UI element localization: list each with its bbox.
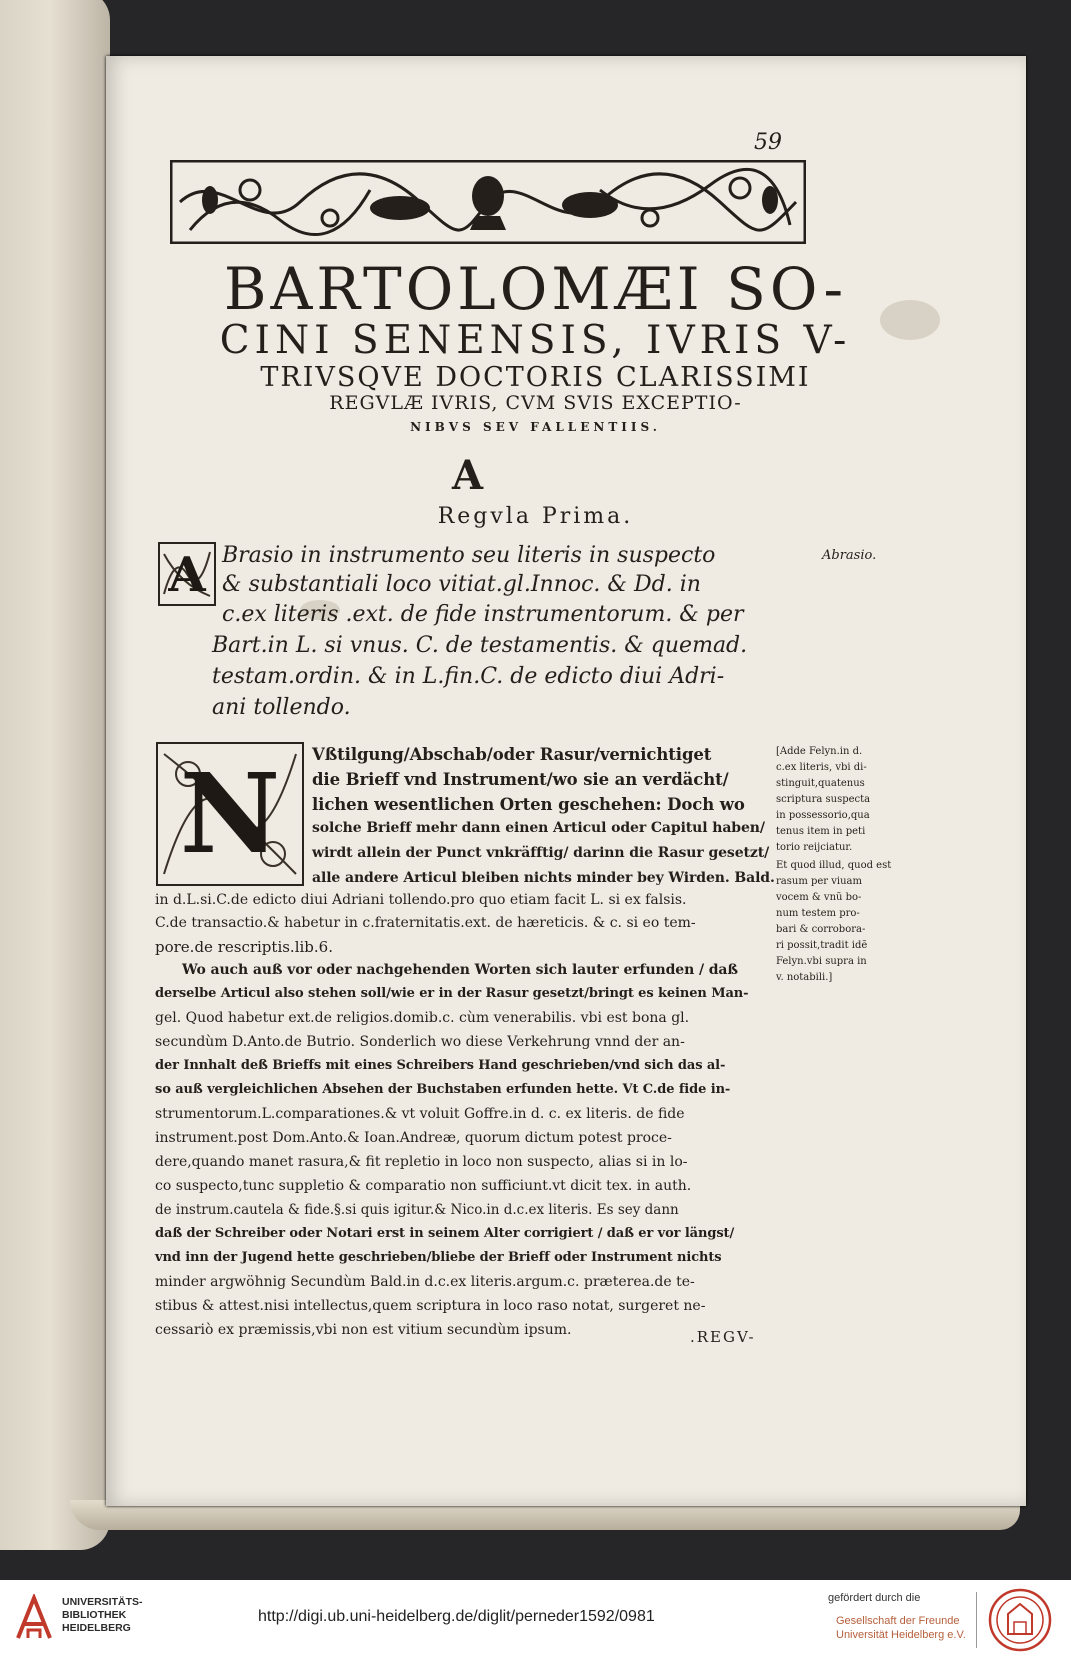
latin-rule-line: Brasio in instrumento seu literis in suspecto xyxy=(222,543,716,568)
funded-by-label: gefördert durch die xyxy=(828,1592,921,1604)
marginal-note-line: c.ex literis, vbi di- xyxy=(776,762,867,773)
marginal-note-line: stinguit,quatenus xyxy=(776,778,865,789)
library-name-line: UNIVERSITÄTS- xyxy=(62,1596,143,1608)
marginal-note-line: ri possit,tradit idẽ xyxy=(776,940,868,951)
decorated-initial-a xyxy=(158,542,216,606)
body-text-line: dere,quando manet rasura,& fit repletio in loco non suspecto, alias si in lo- xyxy=(155,1154,688,1170)
german-text-line: Vßtilgung/Abschab/oder Rasur/vernichtiget xyxy=(312,745,712,764)
german-text-line: lichen wesentlichen Orten geschehen: Doch wo xyxy=(312,795,745,814)
german-text-line: solche Brieff mehr dann einen Articul oder Capitul haben/ xyxy=(312,820,765,836)
title-line-3: TRIVSQVE DOCTORIS CLARISSIMI xyxy=(260,362,811,393)
body-text-line: so auß vergleichlichen Absehen der Buchstaben erfunden hette. Vt C.de fide in- xyxy=(155,1082,731,1097)
body-text-line: Wo auch auß vor oder nachgehenden Worten sich lauter erfunden / daß xyxy=(182,962,738,978)
latin-text-line: C.de transactio.& habetur in c.fraternitatis.ext. de hæreticis. & c. si eo tem- xyxy=(155,915,696,931)
marginal-note-line: tenus item in peti xyxy=(776,826,866,837)
body-text-line: co suspecto,tunc suppletio & comparatio non sufficiunt.vt dicit tex. in auth. xyxy=(155,1178,692,1194)
marginal-note-line: torio reijciatur. xyxy=(776,842,853,853)
society-name xyxy=(836,1614,966,1642)
latin-rule-line: & substantiali loco vitiat.gl.Innoc. & Dd. in xyxy=(222,572,701,597)
body-text-line: secundùm D.Anto.de Butrio. Sonderlich wo diese Verkehrung vnnd der an- xyxy=(155,1034,685,1050)
regula-heading: Regvla Prima. xyxy=(437,504,634,529)
latin-rule-line: Bart.in L. si vnus. C. de testamentis. & quemad. xyxy=(212,633,748,658)
german-text-line: die Brieff vnd Instrument/wo sie an verdächt/ xyxy=(312,770,729,789)
marginal-note-line: [Adde Felyn.in d. xyxy=(776,746,863,757)
title-line-4: REGVLÆ IVRIS, CVM SVIS EXCEPTIO- xyxy=(329,392,742,414)
marginal-handwritten-note: Abrasio. xyxy=(822,548,877,563)
body-text-line: der Innhalt deß Brieffs mit eines Schreibers Hand geschrieben/vnd sich das al- xyxy=(155,1058,726,1073)
latin-rule-line: ani tollendo. xyxy=(212,695,351,720)
facing-page-edge xyxy=(0,0,110,1550)
german-text-line: alle andere Articul bleiben nichts minder bey Wirden. Bald. xyxy=(312,870,775,886)
body-text-line: daß der Schreiber oder Notari erst in seinem Alter corrigiert / daß er vor längst/ xyxy=(155,1226,735,1241)
page-number: 59 xyxy=(754,130,782,155)
marginal-note-line: v. notabili.] xyxy=(776,972,833,983)
marginal-note-line: vocem & vnũ bo- xyxy=(776,892,862,903)
body-text-line: instrument.post Dom.Anto.& Ioan.Andreæ, quorum dictum potest proce- xyxy=(155,1130,672,1146)
footer-bar xyxy=(0,1580,1071,1658)
body-text-line: cessariò ex præmissis,vbi non est vitium secundùm ipsum. xyxy=(155,1322,572,1338)
university-seal-icon xyxy=(988,1588,1052,1652)
body-text-line: de instrum.cautela & fide.§.si quis igitur.& Nico.in d.c.ex literis. Es sey dann xyxy=(155,1202,679,1218)
body-text-line: derselbe Articul also stehen soll/wie er in der Rasur gesetzt/bringt es keinen Man- xyxy=(155,986,749,1001)
library-name-line: HEIDELBERG xyxy=(62,1622,131,1634)
body-text-line: gel. Quod habetur ext.de religios.domib.c. cùm venerabilis. vbi est bona gl. xyxy=(155,1010,690,1026)
body-text-line: minder argwöhnig Secundùm Bald.in d.c.ex literis.argum.c. præterea.de te- xyxy=(155,1274,695,1290)
title-line-1: BARTOLOMÆI SO- xyxy=(223,255,848,323)
title-line-5: NIBVS SEV FALLENTIIS. xyxy=(410,420,661,434)
latin-rule-line: testam.ordin. & in L.fin.C. de edicto diui Adri- xyxy=(212,664,725,689)
permalink-url[interactable]: http://digi.ub.uni-heidelberg.de/diglit/perneder1592/0981 xyxy=(258,1608,655,1625)
marginal-note-line: rasum per viuam xyxy=(776,876,862,887)
university-library-logo-icon xyxy=(14,1594,54,1642)
section-letter: A xyxy=(452,452,484,499)
marginal-note-line: bari & corrobora- xyxy=(776,924,866,935)
society-name-line: Universität Heidelberg e.V. xyxy=(836,1629,966,1641)
german-text-line: wirdt allein der Punct vnkräfftig/ darinn die Rasur gesetzt/ xyxy=(312,845,770,861)
marginal-note-line: Et quod illud, quod est xyxy=(776,860,892,871)
body-text-line: stibus & attest.nisi intellectus,quem scriptura in loco raso notat, surgeret ne- xyxy=(155,1298,706,1314)
initial-letter-a: A xyxy=(168,547,206,603)
ornamental-headpiece xyxy=(170,160,806,244)
initial-letter-n: N xyxy=(179,749,281,878)
latin-rule-line: c.ex literis .ext. de fide instrumentorum. & per xyxy=(222,602,744,627)
latin-text-line: in d.L.si.C.de edicto diui Adriani tollendo.pro quo etiam facit L. si ex falsis. xyxy=(155,892,687,908)
marginal-note-line: scriptura suspecta xyxy=(776,794,871,805)
footer-divider xyxy=(976,1592,977,1648)
latin-text-line: pore.de rescriptis.lib.6. xyxy=(155,938,333,956)
catchword: .REGV- xyxy=(690,1328,756,1346)
marginal-note-line: num testem pro- xyxy=(776,908,860,919)
body-text-line: strumentorum.L.comparationes.& vt voluit Goffre.in d. c. ex literis. de fide xyxy=(155,1106,685,1122)
decorated-initial-n xyxy=(156,742,304,886)
marginal-note-line: in possessorio,qua xyxy=(776,810,870,821)
library-name xyxy=(62,1596,143,1635)
library-name-line: BIBLIOTHEK xyxy=(62,1609,127,1621)
society-name-line: Gesellschaft der Freunde xyxy=(836,1615,960,1627)
marginal-note-line: Felyn.vbi supra in xyxy=(776,956,867,967)
title-line-2: CINI SENENSIS, IVRIS V- xyxy=(219,318,852,363)
body-text-line: vnd inn der Jugend hette geschrieben/bliebe der Brieff oder Instrument nichts xyxy=(155,1250,722,1265)
